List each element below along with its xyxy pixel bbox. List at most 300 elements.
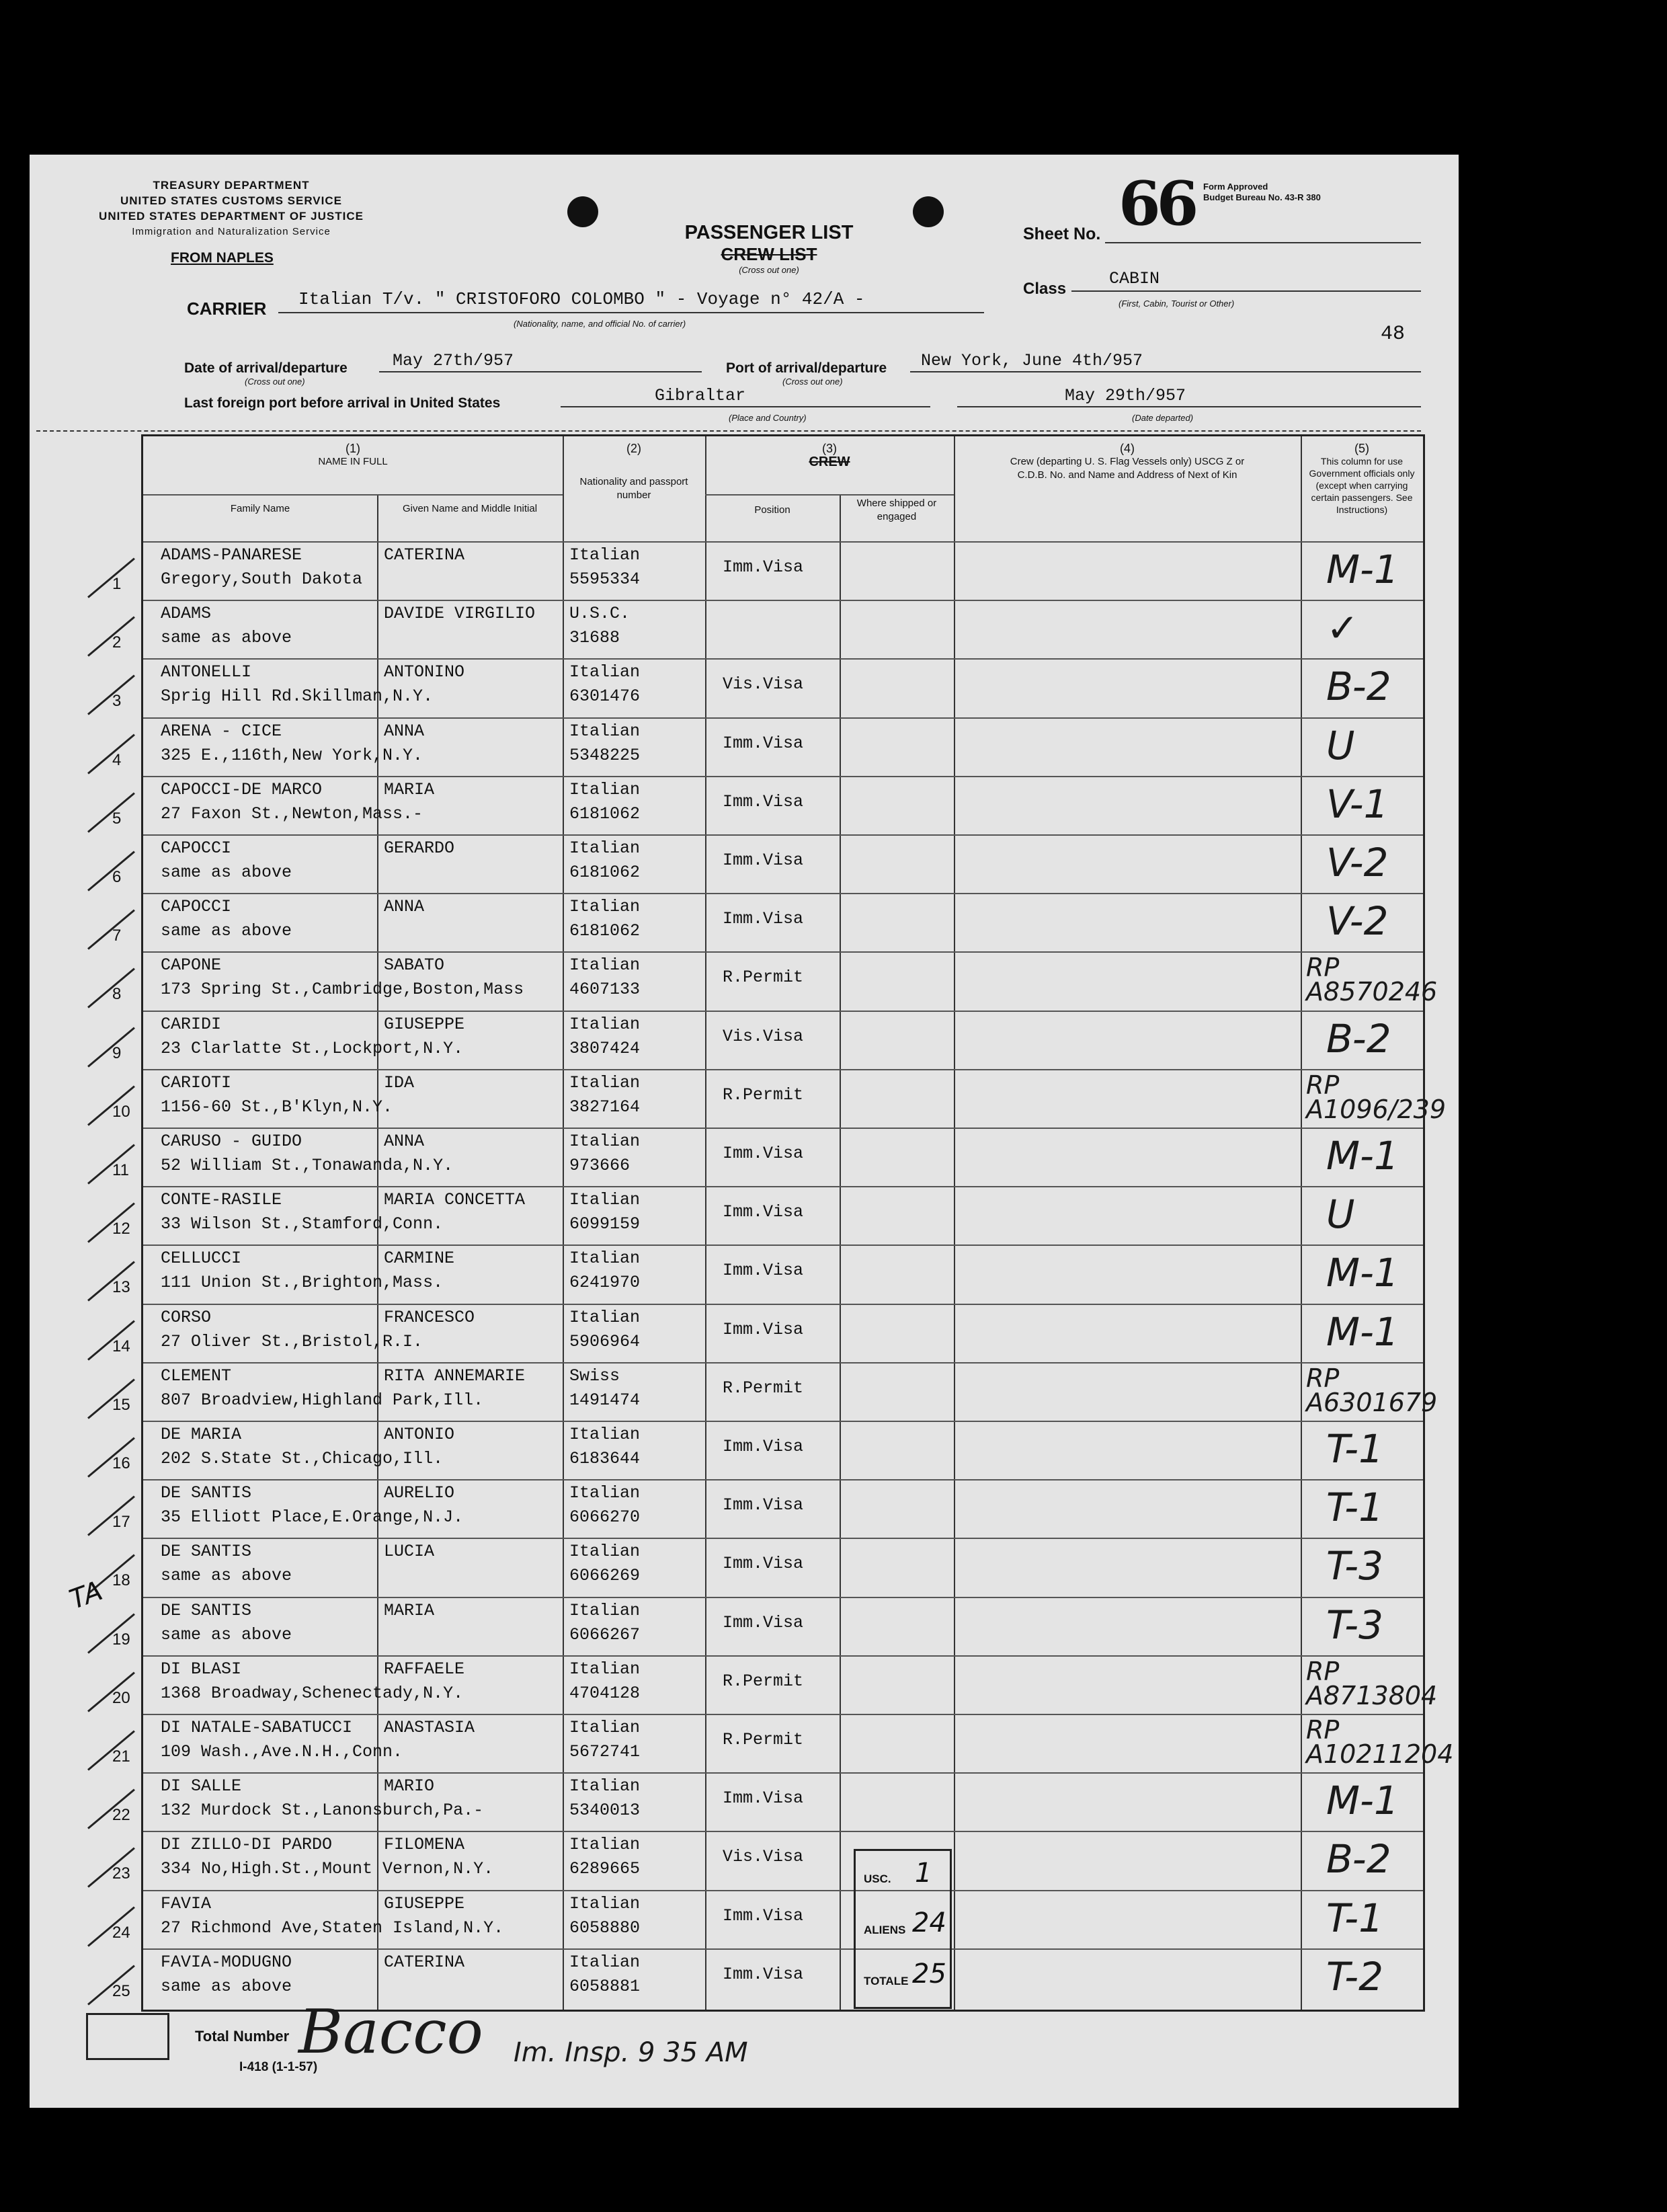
official-annotation: T-1 [1326,1895,1383,1941]
table-row [112,1304,1423,1364]
table-row [112,1772,1423,1832]
address: 35 Elliott Place,E.Orange,N.J. [161,1507,464,1528]
family-name: FAVIA [161,1893,212,1913]
given-name: RAFFAELE [384,1659,465,1679]
given-name: MARIO [384,1776,435,1796]
nationality: Italian [569,1307,641,1327]
table-row [112,1011,1423,1070]
rule [36,430,1421,432]
family-name: CLEMENT [161,1366,232,1386]
given-name: ANNA [384,1132,425,1151]
agency-line: TREASURY DEPARTMENT [153,179,310,192]
family-name: DI NATALE-SABATUCCI [161,1718,353,1737]
agency-line: UNITED STATES CUSTOMS SERVICE [120,194,342,207]
position: Imm.Visa [723,733,804,753]
family-name: ANTONELLI [161,662,252,682]
row-number: 20 [112,1688,130,1707]
row-number: 13 [112,1278,130,1297]
given-name: AURELIO [384,1483,455,1503]
table-row [112,1890,1423,1950]
given-name: FRANCESCO [384,1307,475,1327]
date-departed-value: May 29th/957 [1065,386,1186,405]
position: Imm.Visa [723,1964,804,1984]
address: Gregory,South Dakota [161,569,363,589]
passport-number: 6289665 [569,1859,641,1879]
given-name: ANNA [384,721,425,741]
passport-number: 6058880 [569,1918,641,1938]
position: Imm.Visa [723,557,804,577]
carrier-label: CARRIER [187,299,267,319]
table-row [112,1362,1438,1422]
nationality: Italian [569,1190,641,1210]
row-number: 19 [112,1630,130,1649]
official-annotation: M-1 [1326,1133,1399,1179]
position: Imm.Visa [723,1554,804,1574]
family-name: DI SALLE [161,1776,242,1796]
port-label: Port of arrival/departure [726,360,887,376]
form-title [655,222,883,275]
passport-number: 3827164 [569,1097,641,1117]
position: Imm.Visa [723,1261,804,1281]
official-annotation: V-1 [1326,781,1389,827]
checkmark-icon [87,675,135,715]
table-row [112,834,1423,894]
table-row [112,951,1438,1011]
passport-number: 6099159 [569,1214,641,1234]
table-row [112,658,1423,718]
stamp-total-value: 25 [912,1959,946,1989]
passport-number: 6241970 [569,1273,641,1293]
table-row [112,1597,1423,1657]
address: 132 Murdock St.,Lanonsburch,Pa.- [161,1801,484,1821]
passport-number: 5348225 [569,745,641,765]
address: 334 No,High.St.,Mount Vernon,N.Y. [161,1859,494,1879]
family-name: CARIDI [161,1014,222,1034]
address: 33 Wilson St.,Stamford,Conn. [161,1214,444,1234]
nationality: Italian [569,1072,641,1093]
table-row [112,541,1423,601]
family-name: DE SANTIS [161,1542,252,1562]
carrier-value: Italian T/v. " CRISTOFORO COLOMBO " - Voyage n° 42/A - [298,289,865,309]
nationality: Italian [569,1425,641,1444]
checkmark-icon [87,1027,135,1067]
inspector-signature: Bacco [298,1997,483,2067]
table-row [112,1479,1423,1539]
address: 27 Richmond Ave,Staten Island,N.Y. [161,1918,504,1938]
header-divider [705,494,954,496]
passport-number: 973666 [569,1156,631,1175]
budget-bureau: Budget Bureau No. 43-R 380 [1203,192,1321,202]
nationality: Italian [569,838,641,858]
stamp-aliens-label: ALIENS [864,1924,906,1936]
given-name: LUCIA [384,1542,435,1562]
official-annotation: M-1 [1326,1778,1399,1824]
position: Imm.Visa [723,1788,804,1809]
nationality: Italian [569,721,641,741]
given-name: MARIA [384,779,435,799]
checkmark-icon [87,851,135,892]
position-header: Position [754,504,790,516]
punch-hole [567,196,598,227]
address: 202 S.State St.,Chicago,Ill. [161,1449,444,1468]
address: 27 Faxon St.,Newton,Mass.- [161,803,423,824]
row-number: 16 [112,1454,130,1472]
nationality: Italian [569,1952,641,1972]
date-departed-hint: (Date departed) [1132,413,1194,423]
position: R.Permit [723,1378,804,1398]
rule [1105,242,1421,243]
official-annotation: T-3 [1326,1543,1383,1589]
place-hint: (Place and Country) [729,413,807,423]
checkmark-icon [87,910,135,950]
position: Vis.Visa [723,674,804,695]
rule [910,371,1421,372]
family-name: DI BLASI [161,1659,242,1679]
official-annotation: T-3 [1326,1602,1383,1648]
date-label: Date of arrival/departure [184,360,348,376]
stamp-total-label: TOTALE [864,1975,909,1987]
row-number: 2 [112,633,122,652]
official-annotation: T-1 [1326,1426,1383,1472]
checkmark-icon [87,792,135,832]
row-number: 17 [112,1513,130,1532]
row-number: 14 [112,1337,130,1355]
col-title: NAME IN FULL [318,456,388,467]
stamp-usc-label: USC. [864,1872,891,1885]
passport-number: 5340013 [569,1801,641,1821]
position: Imm.Visa [723,791,804,812]
passport-number: 1491474 [569,1390,641,1410]
address: Sprig Hill Rd.Skillman,N.Y. [161,686,434,707]
document-sheet [30,155,1459,2108]
nationality: Italian [569,1776,641,1796]
sheet-number: 66 [1119,168,1195,239]
given-name: CARMINE [384,1249,455,1269]
address: same as above [161,863,292,882]
position: R.Permit [723,1730,804,1749]
col-number: (2) [626,442,641,455]
row-number: 25 [112,1981,130,2000]
checkmark-icon [87,617,135,657]
nationality: Italian [569,1483,641,1503]
col-number: (3) [822,442,837,455]
passport-number: 6066267 [569,1624,641,1645]
nationality: Italian [569,779,641,799]
family-name: CAPOCCI [161,838,232,858]
col-title: Nationality and passport number [579,476,688,501]
cross-out-hint: (Cross out one) [245,377,305,387]
table-row [112,717,1423,777]
nationality: Italian [569,1893,641,1913]
date-value: May 27th/957 [393,351,514,370]
nationality: U.S.C. [569,604,631,624]
table-row [112,1069,1447,1129]
given-name: MARIA CONCETTA [384,1190,526,1210]
agency-block [97,177,366,239]
passport-number: 6301476 [569,686,641,707]
row-number: 24 [112,1923,130,1942]
given-name: GIUSEPPE [384,1014,465,1034]
col-number: (5) [1354,442,1369,455]
address: 23 Clarlatte St.,Lockport,N.Y. [161,1038,464,1058]
agency-line: Immigration and Naturalization Service [132,226,331,237]
table-row [112,1186,1423,1246]
row-number: 21 [112,1747,130,1766]
given-name-header: Given Name and Middle Initial [402,503,538,514]
left-margin-initials: TA [65,1575,107,1616]
address: same as above [161,628,292,648]
rule [278,312,984,313]
official-annotation: V-2 [1326,840,1389,885]
address: 109 Wash.,Ave.N.H.,Conn. [161,1742,403,1762]
given-name: ANTONIO [384,1425,455,1444]
sheet-label: Sheet No. [1023,225,1101,243]
address: 111 Union St.,Brighton,Mass. [161,1273,444,1293]
passport-number: 6181062 [569,921,641,941]
title-crew-list: CREW LIST [721,244,817,264]
position: R.Permit [723,1671,804,1691]
position: Imm.Visa [723,1144,804,1163]
family-name: DE SANTIS [161,1600,252,1620]
col-number: (1) [345,442,360,455]
family-name: DE SANTIS [161,1483,252,1503]
table-row [112,1128,1423,1187]
class-label: Class [1023,280,1067,298]
col-number: (4) [1120,442,1135,455]
official-annotation: M-1 [1326,1250,1399,1296]
position: R.Permit [723,967,804,988]
family-name: CARUSO - GUIDO [161,1132,302,1151]
row-number: 10 [112,1102,130,1121]
row-number: 7 [112,926,122,945]
total-number-label: Total Number [195,2028,290,2045]
family-name: DI ZILLO-DI PARDO [161,1835,333,1855]
row-number: 9 [112,1043,122,1062]
table-row [112,600,1423,660]
address: 325 E.,116th,New York,N.Y. [161,745,423,765]
official-annotation: B-2 [1326,664,1391,710]
checkmark-icon [87,968,135,1009]
official-annotation: M-1 [1326,1308,1399,1355]
totals-stamp [854,1849,952,2009]
official-annotation: RP A8570246 [1306,953,1438,1007]
passport-number: 6181062 [569,863,641,882]
family-name: CAPOCCI [161,897,232,917]
row-number: 11 [112,1161,129,1179]
official-annotation: B-2 [1326,1836,1391,1883]
port-value: New York, June 4th/957 [921,351,1143,370]
family-name-header: Family Name [230,503,290,514]
last-port-label: Last foreign port before arrival in United States [184,395,501,411]
position: Imm.Visa [723,1905,804,1926]
row-number: 15 [112,1395,130,1414]
address: same as above [161,1566,292,1586]
given-name: CATERINA [384,545,465,565]
row-number: 12 [112,1220,130,1238]
col-title: This column for use Government officials only (except when carrying certain passengers. See Instructions) [1309,456,1415,515]
address: same as above [161,1976,292,1996]
passport-number: 4607133 [569,980,641,1000]
rule [561,406,930,407]
official-annotation: B-2 [1326,1015,1391,1062]
nationality: Italian [569,897,641,917]
col2-header [563,442,705,502]
title-passenger-list: PASSENGER LIST [684,222,854,243]
nationality: Italian [569,662,641,682]
agency-line: UNITED STATES DEPARTMENT OF JUSTICE [99,210,364,223]
page-number: 48 [1381,323,1406,346]
nationality: Italian [569,1014,641,1034]
given-name: ANTONINO [384,662,465,682]
nationality: Italian [569,1132,641,1151]
nationality: Italian [569,1718,641,1737]
official-annotation: ✓ [1326,605,1359,651]
given-name: SABATO [384,955,445,976]
position: R.Permit [723,1084,804,1105]
official-annotation: RP A8713804 [1306,1656,1438,1710]
passport-number: 5595334 [569,569,641,589]
position: Imm.Visa [723,909,804,929]
punch-hole [913,196,944,227]
position: Imm.Visa [723,1202,804,1222]
given-name: IDA [384,1072,415,1093]
family-name: DE MARIA [161,1425,242,1444]
official-annotation: RP A1096/239 [1306,1070,1447,1124]
cross-out-hint: (Cross out one) [739,265,799,275]
position: Vis.Visa [723,1026,804,1046]
rule [379,371,702,372]
row-number: 22 [112,1806,130,1825]
position: Imm.Visa [723,1612,804,1632]
family-name: ADAMS [161,604,212,624]
form-approved: Form Approved [1203,182,1268,192]
family-name: CONTE-RASILE [161,1190,282,1210]
given-name: FILOMENA [384,1835,465,1855]
official-annotation: M-1 [1326,547,1399,592]
passport-number: 31688 [569,628,620,648]
table-row [112,1538,1423,1597]
stamp-usc-value: 1 [915,1858,932,1889]
class-hint: (First, Cabin, Tourist or Other) [1119,299,1235,309]
given-name: GIUSEPPE [384,1893,465,1913]
row-number: 23 [112,1864,130,1883]
row-number: 1 [112,575,122,593]
passport-number: 3807424 [569,1038,641,1058]
row-number: 5 [112,809,122,828]
given-name: ANASTASIA [384,1718,475,1737]
rule [1071,290,1421,292]
table-row [112,893,1423,953]
nationality: Swiss [569,1366,620,1386]
nationality: Italian [569,545,641,565]
position: Imm.Visa [723,851,804,870]
rule [957,406,1421,407]
official-annotation: U [1326,722,1355,768]
row-number: 18 [112,1571,130,1590]
family-name: FAVIA-MODUGNO [161,1952,292,1972]
form-approved-block [1203,182,1321,203]
address: 52 William St.,Tonawanda,N.Y. [161,1156,454,1175]
official-annotation: U [1326,1191,1355,1238]
row-number: 8 [112,985,122,1004]
row-number: 4 [112,750,122,769]
address: 173 Spring St.,Cambridge,Boston,Mass [161,980,524,1000]
passport-number: 5672741 [569,1742,641,1762]
official-annotation: RP A6301679 [1306,1363,1438,1417]
header-divider [143,494,563,496]
address: 1368 Broadway,Schenectady,N.Y. [161,1683,464,1703]
address: 807 Broadview,Highland Park,Ill. [161,1390,484,1410]
position: Imm.Visa [723,1495,804,1515]
nationality: Italian [569,1542,641,1562]
family-name: CELLUCCI [161,1249,242,1269]
table-row [112,1714,1454,1774]
passport-number: 6181062 [569,803,641,824]
given-name: DAVIDE VIRGILIO [384,604,536,624]
given-name: MARIA [384,1600,435,1620]
passport-number: 4704128 [569,1683,641,1703]
passport-number: 6058881 [569,1976,641,1996]
table-row [112,1421,1423,1480]
col4-header [954,442,1301,482]
class-value: CABIN [1109,269,1160,288]
from-port: FROM NAPLES [171,250,274,266]
table-row [112,1655,1438,1715]
given-name: GERARDO [384,838,455,858]
passport-number: 5906964 [569,1331,641,1351]
nationality: Italian [569,955,641,976]
col1-header [143,442,563,469]
position: Vis.Visa [723,1847,804,1867]
given-name: RITA ANNEMARIE [384,1366,526,1386]
given-name: CATERINA [384,1952,465,1972]
address: 27 Oliver St.,Bristol,R.I. [161,1331,423,1351]
table-row [112,776,1423,836]
form-number: I-418 (1-1-57) [239,2060,318,2074]
official-annotation: T-1 [1326,1485,1383,1531]
family-name: CARIOTI [161,1072,232,1093]
nationality: Italian [569,1835,641,1855]
address: 1156-60 St.,B'Klyn,N.Y. [161,1097,393,1117]
stamp-aliens-value: 24 [912,1907,946,1938]
nationality: Italian [569,1659,641,1679]
inspector-note: Im. Insp. 9 35 AM [514,2037,748,2068]
row-number: 6 [112,868,122,886]
checkmark-icon [87,558,135,598]
nationality: Italian [569,1600,641,1620]
given-name: ANNA [384,897,425,917]
family-name: ARENA - CICE [161,721,282,741]
official-annotation: V-2 [1326,898,1389,945]
address: same as above [161,1624,292,1645]
carrier-hint: (Nationality, name, and official No. of carrier) [514,319,686,329]
position: Imm.Visa [723,1319,804,1339]
passport-number: 6066270 [569,1507,641,1528]
passenger-table [112,434,1454,2012]
family-name: CAPOCCI-DE MARCO [161,779,323,799]
cross-out-hint: (Cross out one) [782,377,843,387]
total-number-box [86,2013,169,2060]
passport-number: 6066269 [569,1566,641,1586]
official-annotation: RP A10211204 [1306,1715,1454,1769]
table-row [112,1245,1423,1304]
col-title: Crew (departing U. S. Flag Vessels only) USCG Z or C.D.B. No. and Name and Address of Next of Kin [1010,456,1245,481]
col5-header [1301,442,1423,516]
family-name: CAPONE [161,955,222,976]
last-port-value: Gibraltar [655,386,746,405]
row-number: 3 [112,692,122,711]
address: same as above [161,921,292,941]
